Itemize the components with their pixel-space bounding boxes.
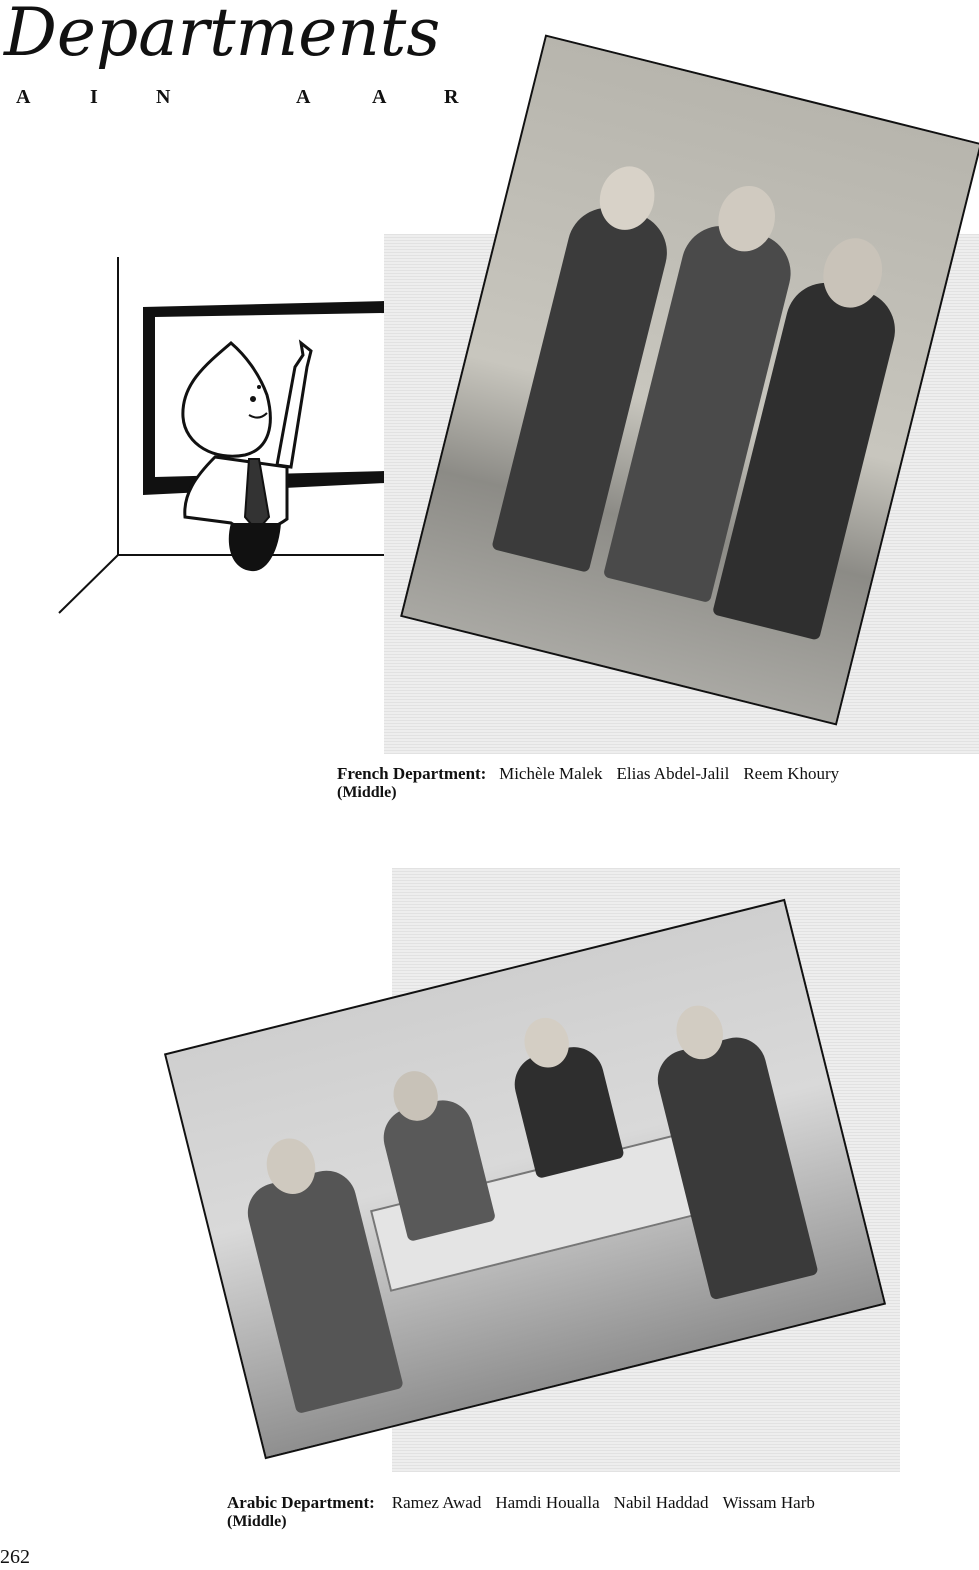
subtitle-letter: A xyxy=(296,86,311,108)
arabic-caption xyxy=(227,1493,829,1531)
caption-lead: French Department: xyxy=(337,764,487,783)
person-figure xyxy=(241,1164,403,1414)
caption-sub: (Middle) xyxy=(337,784,397,801)
caption-name: Wissam Harb xyxy=(722,1493,815,1512)
caption-name: Ramez Awad xyxy=(391,1493,482,1512)
person-figure xyxy=(508,1041,624,1179)
subtitle-letter: N xyxy=(156,86,171,108)
french-caption xyxy=(337,764,853,802)
caption-lead: Arabic Department: xyxy=(227,1493,375,1512)
page-title: Departments xyxy=(4,0,441,71)
subtitle-letter: A xyxy=(16,86,31,108)
subtitle-letter: A xyxy=(372,86,387,108)
teacher-mascot-illustration xyxy=(55,255,395,620)
caption-name: Michèle Malek xyxy=(499,764,603,783)
caption-name: Elias Abdel-Jalil xyxy=(616,764,730,783)
subtitle-letter: I xyxy=(90,86,98,108)
page-number: 262 xyxy=(0,1546,30,1568)
caption-name: Nabil Haddad xyxy=(613,1493,709,1512)
caption-names xyxy=(491,764,854,783)
caption-sub: (Middle) xyxy=(227,1513,287,1530)
caption-name: Hamdi Houalla xyxy=(495,1493,600,1512)
subtitle-letter: R xyxy=(444,86,459,108)
caption-names xyxy=(379,1493,829,1512)
caption-name: Reem Khoury xyxy=(743,764,840,783)
